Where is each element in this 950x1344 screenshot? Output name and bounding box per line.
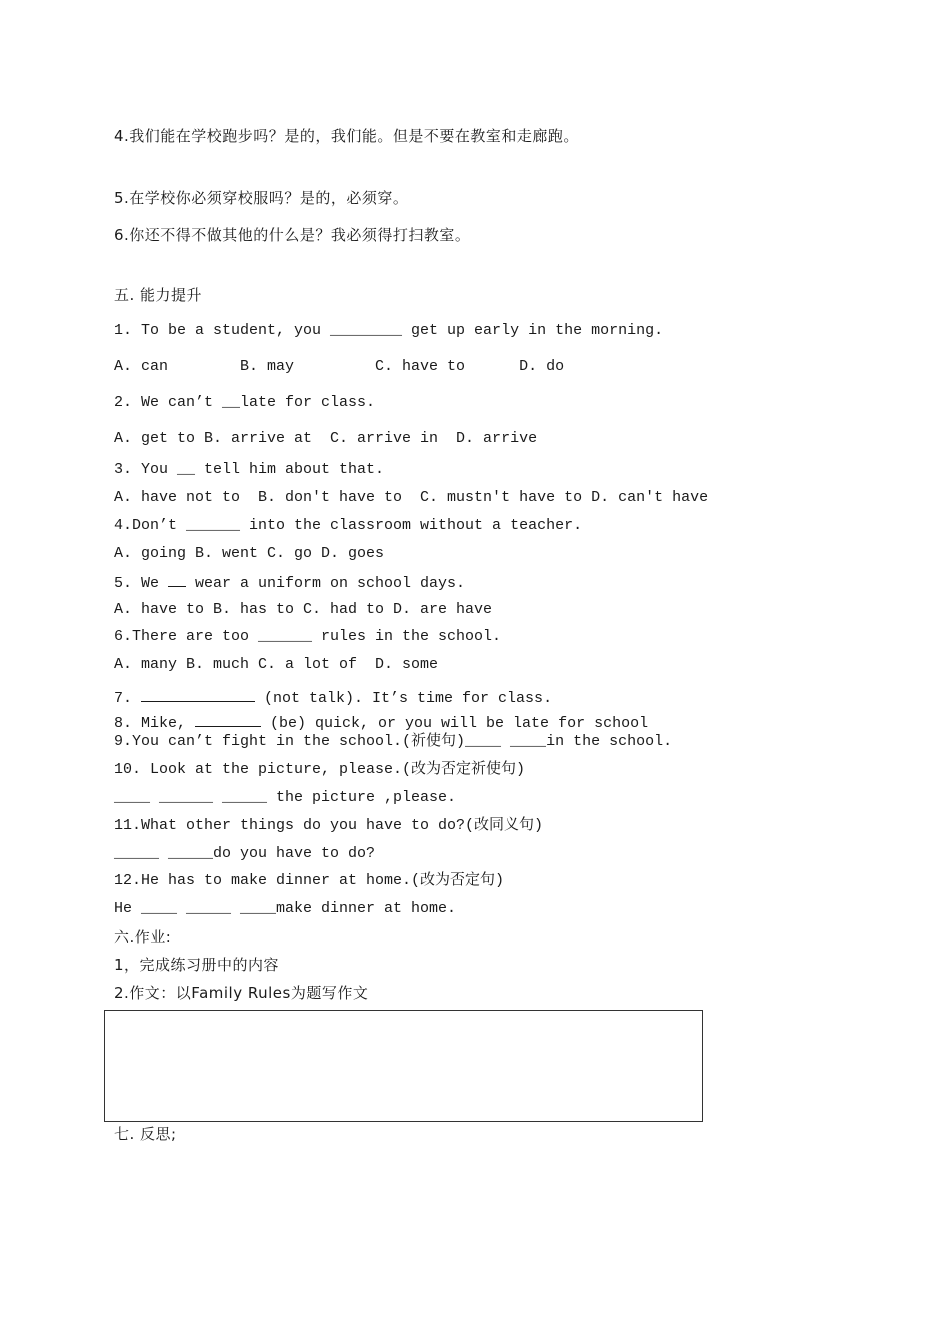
section7-heading: 七. 反思;	[114, 1125, 177, 1143]
question-10-answer: ____ ______ _____ the picture ,please.	[114, 789, 457, 806]
translation-q6: 6.你还不得不做其他的什么是？我必须得打扫教室。	[114, 226, 471, 244]
homework-item-2: 2.作文：以Family Rules为题写作文	[114, 984, 369, 1002]
question-2-options: A. get to B. arrive at C. arrive in D. arrive	[114, 430, 538, 447]
question-12: 12.He has to make dinner at home.(改为否定句)	[114, 872, 505, 889]
answer-blank[interactable]	[195, 712, 261, 727]
translation-q5: 5.在学校你必须穿校服吗？是的，必须穿。	[114, 189, 409, 207]
section6-heading: 六.作业:	[114, 928, 172, 946]
question-3-options: A. have not to B. don't have to C. mustn't have to D. can't have	[114, 489, 709, 506]
question-5-prefix: 5. We	[114, 575, 169, 592]
question-9: 9.You can’t fight in the school.(祈使句)____ ____in the school.	[114, 733, 673, 750]
question-11-answer: _____ _____do you have to do?	[114, 845, 376, 862]
question-6-options: A. many B. much C. a lot of D. some	[114, 656, 439, 673]
question-5	[114, 572, 465, 594]
question-12-answer: He ____ _____ ____make dinner at home.	[114, 900, 457, 917]
question-3: 3. You __ tell him about that.	[114, 461, 385, 478]
homework-item-1: 1，完成练习册中的内容	[114, 956, 280, 974]
question-8-suffix: (be) quick, or you will be late for school	[261, 715, 649, 732]
question-2: 2. We can’t __late for class.	[114, 394, 376, 411]
question-5-options: A. have to B. has to C. had to D. are have	[114, 601, 493, 618]
question-4-options: A. going B. went C. go D. goes	[114, 545, 385, 562]
question-11: 11.What other things do you have to do?(改同义句)	[114, 817, 544, 834]
question-1-options: A. can B. may C. have to D. do	[114, 358, 565, 375]
essay-writing-box[interactable]	[104, 1010, 703, 1122]
question-10: 10. Look at the picture, please.(改为否定祈使句)	[114, 761, 526, 778]
question-7	[114, 687, 552, 709]
question-8-prefix: 8. Mike,	[114, 715, 196, 732]
answer-blank[interactable]	[168, 572, 186, 587]
question-4: 4.Don’t ______ into the classroom without a teacher.	[114, 517, 583, 534]
question-6: 6.There are too ______ rules in the school.	[114, 628, 502, 645]
question-1: 1. To be a student, you ________ get up early in the morning.	[114, 322, 664, 339]
answer-blank[interactable]	[141, 687, 255, 702]
question-7-suffix: (not talk). It’s time for class.	[255, 690, 553, 707]
question-7-prefix: 7.	[114, 690, 142, 707]
section5-heading: 五. 能力提升	[114, 286, 203, 304]
question-5-suffix: wear a uniform on school days.	[186, 575, 466, 592]
translation-q4: 4.我们能在学校跑步吗？是的，我们能。但是不要在教室和走廊跑。	[114, 127, 579, 145]
question-8	[114, 712, 648, 734]
